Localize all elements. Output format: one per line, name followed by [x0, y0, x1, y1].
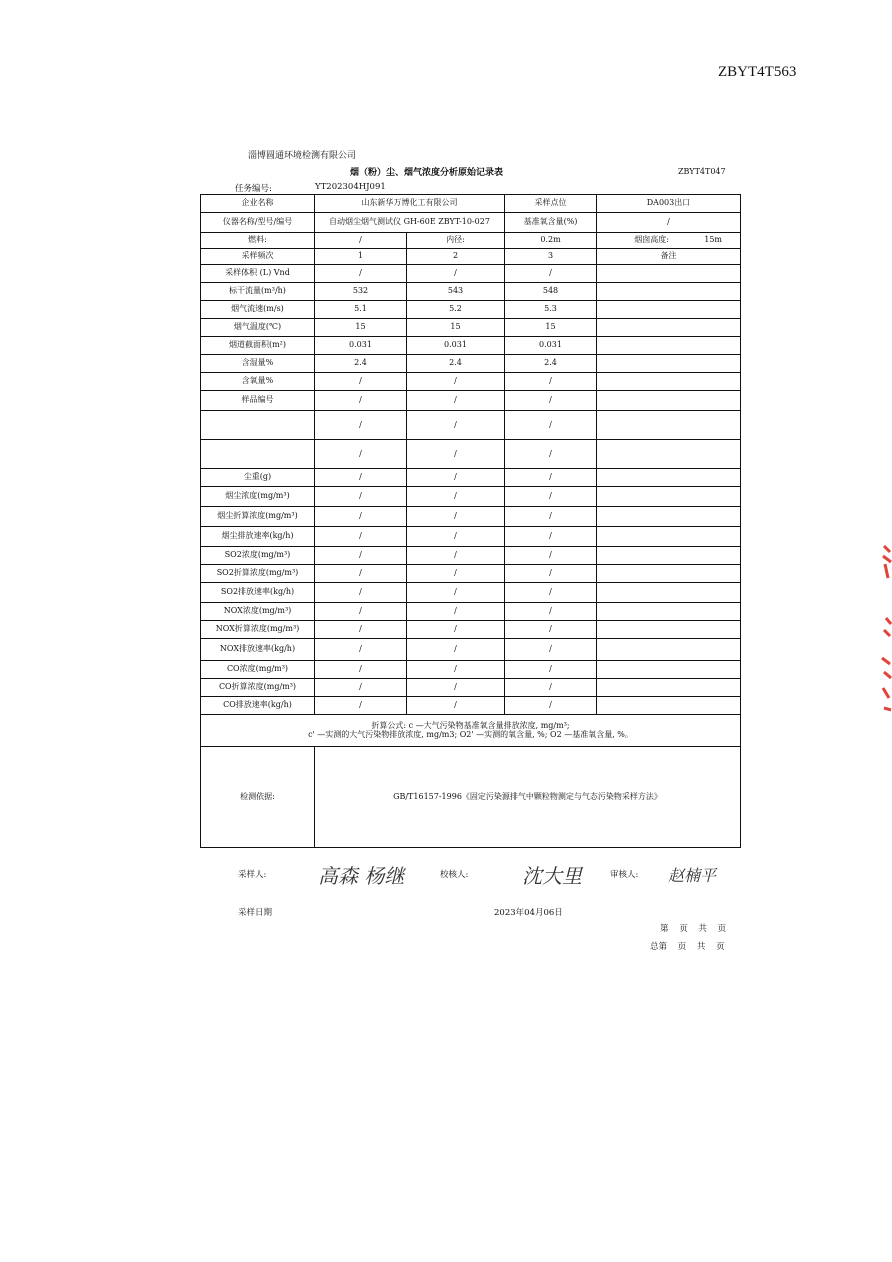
row-value-1: / [315, 661, 407, 679]
row-value-3: / [505, 639, 597, 661]
frequency-label: 采样频次 [201, 249, 315, 265]
row-label: 尘重(g) [201, 469, 315, 487]
table-row [201, 319, 741, 337]
remark-cell [597, 265, 741, 283]
row-label: CO折算浓度(mg/m³) [201, 679, 315, 697]
frequency-col-2: 2 [407, 249, 505, 265]
basis-standard: GB/T16157-1996《固定污染源排气中颗粒物测定与气态污染物采样方法》 [315, 747, 741, 848]
remark-cell [597, 283, 741, 301]
row-label: NOX浓度(mg/m³) [201, 603, 315, 621]
row-value-2: / [407, 265, 505, 283]
remark-cell [597, 565, 741, 583]
row-value-3: / [505, 391, 597, 411]
row-value-2: / [407, 440, 505, 469]
table-row [201, 527, 741, 547]
table-row [201, 487, 741, 507]
table-row [201, 440, 741, 469]
table-row [201, 565, 741, 583]
stack-height-value: 15m [704, 235, 722, 245]
remark-cell [597, 469, 741, 487]
row-value-3: / [505, 679, 597, 697]
row-value-3: 5.3 [505, 301, 597, 319]
row-label: 烟气流速(m/s) [201, 301, 315, 319]
row-value-3: / [505, 373, 597, 391]
row-value-3: / [505, 411, 597, 440]
remark-cell [597, 547, 741, 565]
remark-cell [597, 440, 741, 469]
stamp-mark-top [883, 546, 891, 578]
row-label: 烟尘排放速率(kg/h) [201, 527, 315, 547]
formula-line-1: 折算公式: c —大气污染物基准氧含量排放浓度, mg/m³; [371, 720, 570, 730]
remark-cell [597, 507, 741, 527]
instrument-value: 自动烟尘烟气测试仪 GH-60E ZBYT-10-027 [315, 213, 505, 233]
row-value-1: / [315, 411, 407, 440]
row-label: NOX排放速率(kg/h) [201, 639, 315, 661]
row-value-2: / [407, 565, 505, 583]
row-label: 标干流量(m³/h) [201, 283, 315, 301]
row-value-2: / [407, 527, 505, 547]
enterprise-value: 山东新华万博化工有限公司 [315, 195, 505, 213]
row-value-2: / [407, 621, 505, 639]
fuel-label: 燃料: [201, 233, 315, 249]
row-value-2: / [407, 373, 505, 391]
row-value-3: 15 [505, 319, 597, 337]
total-page-number: 总第 页 共 页 [650, 942, 725, 952]
row-value-2: / [407, 487, 505, 507]
checker-signature: 沈大里 [522, 864, 582, 888]
table-row [201, 265, 741, 283]
row-value-1: / [315, 440, 407, 469]
table-row [201, 411, 741, 440]
row-value-1: / [315, 679, 407, 697]
row-label: SO2折算浓度(mg/m³) [201, 565, 315, 583]
row-value-3: 2.4 [505, 355, 597, 373]
remark-cell [597, 527, 741, 547]
remark-cell [597, 621, 741, 639]
remark-cell [597, 411, 741, 440]
row-label: NOX折算浓度(mg/m³) [201, 621, 315, 639]
table-row [201, 301, 741, 319]
row-value-3: / [505, 583, 597, 603]
row-value-1: / [315, 697, 407, 715]
row-label [201, 440, 315, 469]
page-number: 第 页 共 页 [660, 924, 727, 934]
row-value-2: / [407, 469, 505, 487]
remark-cell [597, 337, 741, 355]
row-value-1: 5.1 [315, 301, 407, 319]
row-label: 含氧量% [201, 373, 315, 391]
table-row [201, 355, 741, 373]
fuel-row [201, 233, 741, 249]
row-value-1: / [315, 639, 407, 661]
row-value-2: / [407, 411, 505, 440]
frequency-row [201, 249, 741, 265]
sampler-label: 采样人: [238, 870, 267, 880]
remark-cell [597, 679, 741, 697]
row-value-2: / [407, 679, 505, 697]
row-label: SO2浓度(mg/m³) [201, 547, 315, 565]
row-value-1: / [315, 621, 407, 639]
seal-stamp-icon [874, 538, 892, 718]
row-value-1: / [315, 469, 407, 487]
row-value-1: / [315, 487, 407, 507]
table-row [201, 337, 741, 355]
remark-cell [597, 391, 741, 411]
frequency-col-3: 3 [505, 249, 597, 265]
row-value-1: / [315, 265, 407, 283]
enterprise-row [201, 195, 741, 213]
row-value-2: / [407, 603, 505, 621]
table-row [201, 283, 741, 301]
row-value-2: / [407, 547, 505, 565]
row-value-1: / [315, 507, 407, 527]
stack-height-cell [597, 233, 741, 249]
row-value-3: / [505, 697, 597, 715]
inner-diameter-label: 内径: [407, 233, 505, 249]
task-number: YT202304HJ091 [315, 182, 386, 192]
stamp-mark-mid [884, 618, 891, 636]
remark-header: 备注 [597, 249, 741, 265]
table-row [201, 603, 741, 621]
row-label: 含湿量% [201, 355, 315, 373]
row-value-2: / [407, 697, 505, 715]
sampling-point-label: 采样点位 [505, 195, 597, 213]
row-label: 烟尘折算浓度(mg/m³) [201, 507, 315, 527]
sampling-point-value: DA003出口 [597, 195, 741, 213]
row-value-3: / [505, 661, 597, 679]
table-row [201, 661, 741, 679]
basis-row [201, 747, 741, 848]
row-label: 采样体积 (L) Vnd [201, 265, 315, 283]
row-value-1: / [315, 565, 407, 583]
company-name: 淄博圆通环境检测有限公司 [248, 151, 357, 161]
row-value-2: / [407, 583, 505, 603]
remark-cell [597, 583, 741, 603]
row-value-1: / [315, 391, 407, 411]
reviewer-label: 审核人: [610, 870, 639, 880]
row-value-1: / [315, 603, 407, 621]
row-value-3: / [505, 265, 597, 283]
table-row [201, 373, 741, 391]
row-value-3: / [505, 527, 597, 547]
row-value-3: / [505, 507, 597, 527]
remark-cell [597, 355, 741, 373]
table-row [201, 469, 741, 487]
row-value-3: / [505, 440, 597, 469]
row-value-2: / [407, 661, 505, 679]
document-id: ZBYT4T563 [718, 64, 797, 80]
record-table [200, 194, 741, 848]
table-row [201, 507, 741, 527]
table-row [201, 679, 741, 697]
row-value-1: / [315, 527, 407, 547]
row-value-2: 5.2 [407, 301, 505, 319]
enterprise-label: 企业名称 [201, 195, 315, 213]
remark-cell [597, 697, 741, 715]
remark-cell [597, 487, 741, 507]
row-value-2: / [407, 507, 505, 527]
row-label: CO浓度(mg/m³) [201, 661, 315, 679]
form-title: 烟（粉）尘、烟气浓度分析原始记录表 [350, 168, 504, 178]
row-value-2: 15 [407, 319, 505, 337]
table-row [201, 697, 741, 715]
row-label: 烟道截面积(m²) [201, 337, 315, 355]
table-row [201, 547, 741, 565]
row-value-1: / [315, 583, 407, 603]
row-label: 烟尘浓度(mg/m³) [201, 487, 315, 507]
remark-cell [597, 639, 741, 661]
conversion-formula [201, 715, 741, 747]
row-value-2: / [407, 639, 505, 661]
remark-cell [597, 661, 741, 679]
row-value-2: 0.031 [407, 337, 505, 355]
formula-row [201, 715, 741, 747]
row-label: CO排放速率(kg/h) [201, 697, 315, 715]
reviewer-signature: 赵楠平 [668, 866, 717, 885]
signature-row [200, 858, 740, 888]
inner-diameter-value: 0.2m [505, 233, 597, 249]
checker-label: 校核人: [440, 870, 469, 880]
row-label [201, 411, 315, 440]
row-label: SO2排放速率(kg/h) [201, 583, 315, 603]
row-label: 烟气温度(℃) [201, 319, 315, 337]
row-value-3: / [505, 603, 597, 621]
remark-cell [597, 301, 741, 319]
table-row [201, 391, 741, 411]
table-row [201, 583, 741, 603]
row-value-2: 2.4 [407, 355, 505, 373]
row-value-1: / [315, 547, 407, 565]
instrument-row [201, 213, 741, 233]
remark-cell [597, 319, 741, 337]
row-value-1: 2.4 [315, 355, 407, 373]
formula-line-2: c' —实测的大气污染物排放浓度, mg/m3; O2' —实测的氧含量, %; O2 —基准氧含量, %。 [308, 729, 633, 739]
row-value-1: 0.031 [315, 337, 407, 355]
sampling-date-label: 采样日期 [238, 908, 273, 918]
fuel-value: / [315, 233, 407, 249]
row-value-1: 15 [315, 319, 407, 337]
remark-cell [597, 373, 741, 391]
sampling-date: 2023年04月06日 [494, 908, 563, 918]
ref-o2-value: / [597, 213, 741, 233]
table-row [201, 639, 741, 661]
remark-cell [597, 603, 741, 621]
row-value-3: / [505, 487, 597, 507]
row-value-1: / [315, 373, 407, 391]
row-value-3: / [505, 621, 597, 639]
row-value-1: 532 [315, 283, 407, 301]
stack-height-label: 烟囱高度: [634, 235, 669, 245]
table-row [201, 621, 741, 639]
basis-label: 检测依据: [201, 747, 315, 848]
row-value-3: 548 [505, 283, 597, 301]
row-value-2: 543 [407, 283, 505, 301]
row-value-3: / [505, 469, 597, 487]
row-value-3: / [505, 565, 597, 583]
frequency-col-1: 1 [315, 249, 407, 265]
row-value-2: / [407, 391, 505, 411]
form-number: ZBYT4T047 [678, 167, 726, 176]
instrument-label: 仪器名称/型号/编号 [201, 213, 315, 233]
sampler-signature: 高森 杨继 [318, 864, 405, 888]
task-number-label: 任务编号: [235, 184, 272, 194]
row-value-3: / [505, 547, 597, 565]
row-label: 样品编号 [201, 391, 315, 411]
row-value-3: 0.031 [505, 337, 597, 355]
ref-o2-label: 基准氧含量(%) [505, 213, 597, 233]
stamp-mark-low [882, 658, 891, 710]
